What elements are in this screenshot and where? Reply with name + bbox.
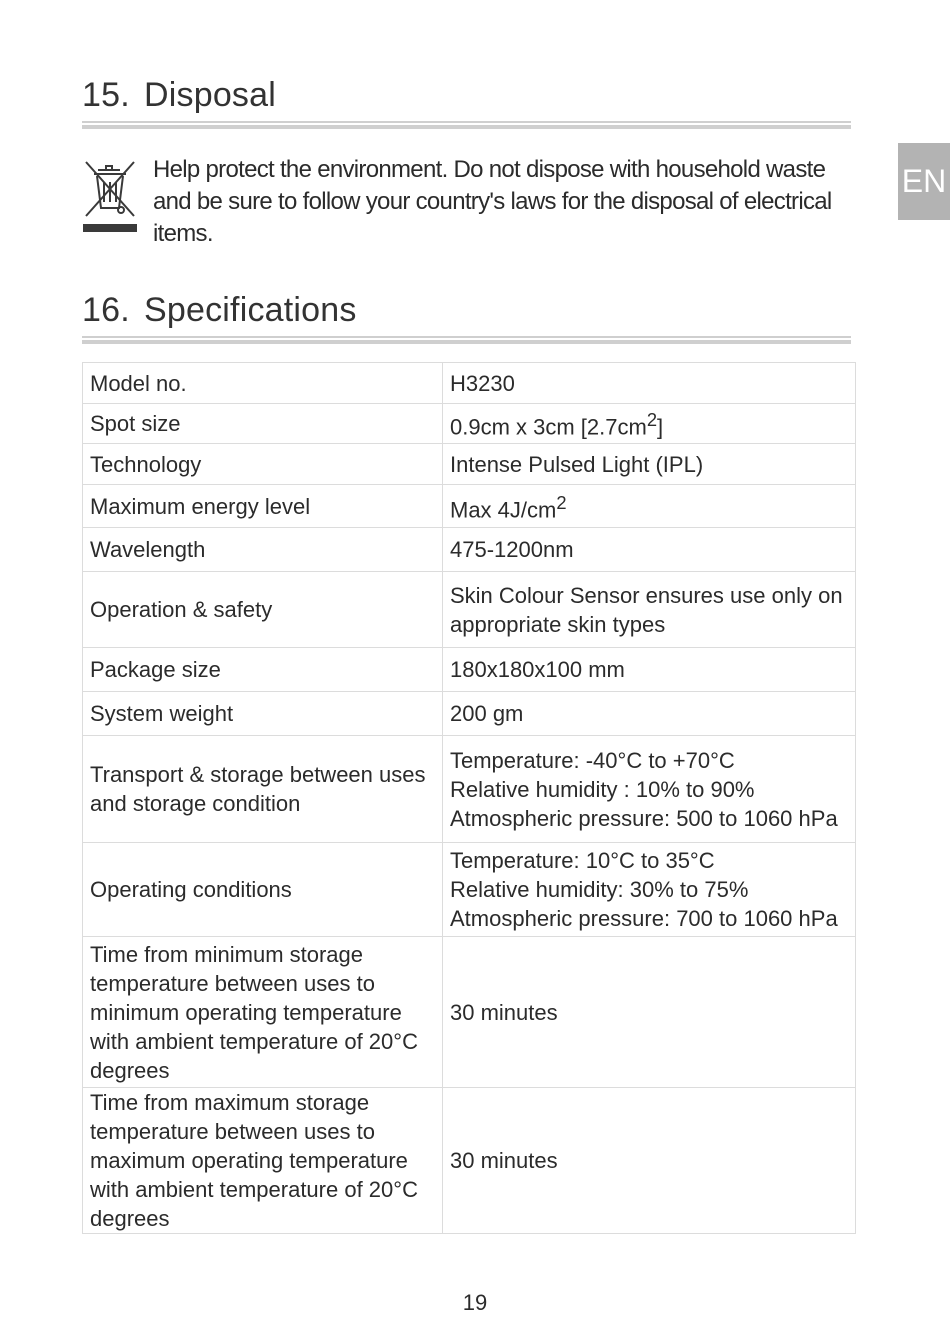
table-row <box>83 404 856 444</box>
spec-label: Time from minimum storage temperature between uses to minimum operating temperature with ambient temperature of 20°C degrees <box>83 937 443 1088</box>
spec-value: 30 minutes <box>443 1088 856 1234</box>
spec-label: Technology <box>83 444 443 485</box>
disposal-section-number: 15. <box>82 76 130 114</box>
specifications-heading <box>82 291 357 330</box>
specifications-section-number: 16. <box>82 291 130 329</box>
language-tab: EN <box>898 143 950 220</box>
spec-value-line: Temperature: -40°C to +70°C <box>450 747 735 773</box>
spec-value-line: Relative humidity : 10% to 90% <box>450 776 755 802</box>
table-row <box>83 736 856 843</box>
spec-value: 475-1200nm <box>443 528 856 572</box>
spec-value <box>443 843 856 937</box>
disposal-section-title: Disposal <box>144 76 276 114</box>
spec-value: Skin Colour Sensor ensures use only on appropriate skin types <box>443 572 856 648</box>
table-row <box>83 843 856 937</box>
spec-label: Operating conditions <box>83 843 443 937</box>
spec-value <box>443 404 856 444</box>
page-number: 19 <box>462 1290 488 1315</box>
specifications-heading-rule <box>82 336 851 344</box>
table-row <box>83 648 856 692</box>
spec-value-suffix: ] <box>657 414 664 440</box>
spec-value: Intense Pulsed Light (IPL) <box>443 444 856 485</box>
disposal-text: Help protect the environment. Do not dispose with household waste and be sure to follow your country's laws for the disposal of electrical items. <box>153 156 832 247</box>
spec-value-line: Atmospheric pressure: 500 to 1060 hPa <box>450 805 838 831</box>
table-row <box>83 572 856 648</box>
table-row <box>83 485 856 528</box>
table-row <box>83 692 856 736</box>
spec-label: Model no. <box>83 363 443 404</box>
spec-value-line: Atmospheric pressure: 700 to 1060 hPa <box>450 906 838 931</box>
table-row <box>83 937 856 1088</box>
spec-value: 180x180x100 mm <box>443 648 856 692</box>
specifications-table <box>82 362 856 1234</box>
spec-value-text: 0.9cm x 3cm [2.7cm <box>450 414 647 440</box>
spec-label: System weight <box>83 692 443 736</box>
spec-label: Operation & safety <box>83 572 443 648</box>
spec-value-superscript: 2 <box>556 491 567 513</box>
specifications-section-title: Specifications <box>144 291 357 329</box>
spec-value: H3230 <box>443 363 856 404</box>
spec-label: Package size <box>83 648 443 692</box>
spec-value: 30 minutes <box>443 937 856 1088</box>
spec-label: Maximum energy level <box>83 485 443 528</box>
spec-value-superscript: 2 <box>646 409 658 431</box>
spec-label: Wavelength <box>83 528 443 572</box>
spec-value <box>443 736 856 843</box>
spec-value <box>443 485 856 528</box>
spec-value-line: Relative humidity: 30% to 75% <box>450 877 749 902</box>
spec-value-text: Max 4J/cm <box>450 497 557 523</box>
spec-value: 200 gm <box>443 692 856 736</box>
table-row <box>83 363 856 404</box>
table-row <box>83 444 856 485</box>
spec-label: Time from maximum storage temperature between uses to maximum operating temperature with ambient temperature of 20°C degrees <box>83 1088 443 1234</box>
spec-value-line: Temperature: 10°C to 35°C <box>450 848 715 873</box>
crossed-out-wheelie-bin-icon <box>82 158 138 234</box>
disposal-heading <box>82 76 276 115</box>
spec-label: Spot size <box>83 404 443 444</box>
disposal-heading-rule <box>82 121 851 129</box>
spec-label: Transport & storage between uses and storage condition <box>83 736 443 843</box>
table-row <box>83 1088 856 1234</box>
table-row <box>83 528 856 572</box>
